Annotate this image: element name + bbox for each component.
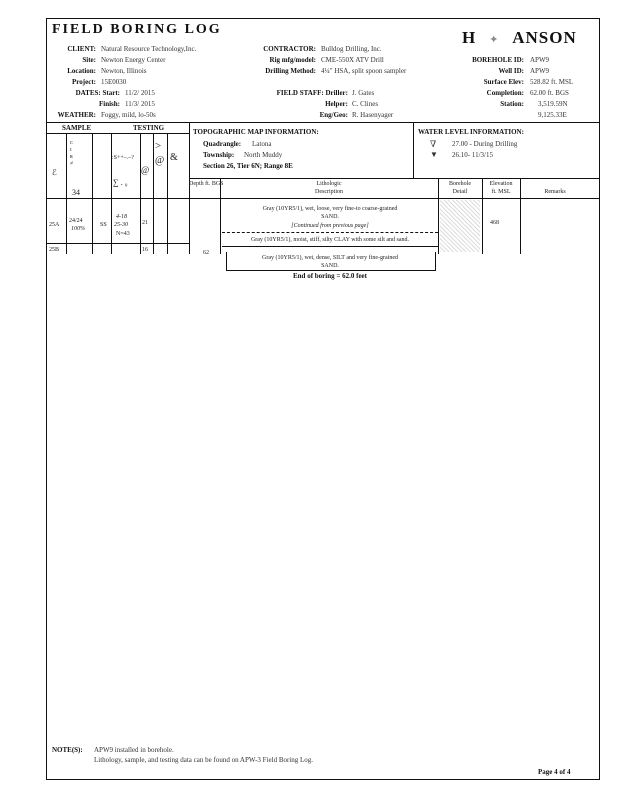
header-divider (46, 122, 600, 123)
dates-start-value: 11/2/ 2015 (125, 89, 155, 97)
water-symbol-1: ∇ (430, 139, 437, 149)
col-rule-6 (167, 133, 168, 254)
helper-value: C. Clines (352, 100, 379, 108)
contact-line-2 (222, 246, 438, 247)
description-header: Description (315, 189, 343, 195)
weather-value: Foggy, mild, lo-50s (101, 111, 156, 119)
township-value: North Muddy (244, 151, 283, 159)
quadrangle-label: Quadrangle: (203, 140, 242, 148)
contact-line-1 (222, 232, 438, 233)
surface-elev-label: Surface Elev: (483, 78, 524, 86)
row-1-pp: 21 (142, 220, 148, 226)
location-value: Newton, Illinois (101, 67, 147, 75)
client-label: CLIENT: (67, 45, 96, 53)
col-rule-2 (92, 133, 93, 254)
station-label: Station: (500, 100, 524, 108)
surface-elev-value: 528.82 ft. MSL (530, 78, 574, 86)
project-label: Project: (72, 78, 96, 86)
detail-header: Detail (452, 189, 468, 195)
site-label: Site: (82, 56, 96, 64)
col-rule-3 (111, 133, 112, 254)
water-left-rule (413, 122, 414, 178)
rig-label: Rig mfg/model: (269, 56, 316, 64)
end-of-boring: End of boring = 62.0 feet (293, 272, 367, 280)
borehole-header: Borehole (449, 181, 471, 187)
sample-num-header: ℰ (52, 168, 57, 177)
helper-label: Helper: (325, 100, 348, 108)
station-value: 3,519.59N (538, 100, 568, 108)
driller-label: FIELD STAFF: Driller: (276, 89, 348, 97)
qu-header: & (170, 152, 178, 163)
row-1-pct: 100% (71, 226, 85, 232)
litho-desc-1c: [Continued from previous page] (291, 223, 369, 229)
contractor-label: CONTRACTOR: (263, 45, 316, 53)
row-1-sample: 25A (49, 222, 60, 228)
litho-desc-1: Gray (10YR5/1), wet, loose, very fine-to coarse-grained (262, 206, 398, 212)
col-rule-7 (189, 178, 190, 254)
well-id-label: Well ID: (498, 67, 524, 75)
row-2-sample: 25B (49, 247, 60, 253)
column-header-bottom (46, 198, 600, 199)
blows-header-2: ∑ . ₀ (113, 178, 128, 187)
water-line-1: 27.00 - During Drilling (452, 140, 518, 148)
row-1-type: SS (100, 222, 107, 228)
client-value: Natural Resource Technology,Inc. (101, 45, 197, 53)
township-label: Township: (203, 151, 235, 159)
completion-value: 62.00 ft. BGS (530, 89, 569, 97)
water-symbol-2: ▼ (430, 150, 438, 159)
column-header-top (189, 178, 600, 179)
section-label: Section 26, Tier 6N; Range 8E (203, 162, 293, 170)
elev-468: 468 (490, 220, 499, 226)
location-label: Location: (67, 67, 96, 75)
notes-line-1: APW9 installed in borehole. (94, 746, 174, 754)
blows-header: :S++–.–? (112, 155, 134, 161)
quadrangle-value: Latona (252, 140, 272, 148)
dates-start-label: DATES: Start: (75, 89, 120, 97)
final-unit-box (226, 252, 436, 271)
pp-header: > (155, 140, 162, 152)
finish-value: 11/3/ 2015 (125, 100, 155, 108)
logo-right: ANSON (512, 28, 577, 47)
water-line-2: 26.10- 11/3/15 (452, 151, 493, 159)
elev-units-header: ft. MSL (491, 189, 511, 195)
litho-desc-2: Gray (10YR5/1), moist, stiff, silty CLAY with some silt and sand. (250, 237, 410, 243)
page-number: Page 4 of 4 (538, 768, 571, 776)
finish-label: Finish: (98, 100, 120, 108)
notes-line-2: Lithology, sample, and testing data can be found on APW-3 Field Boring Log. (94, 756, 314, 764)
litho-desc-3b: SAND. (321, 263, 339, 269)
method-value: 4¼" HSA, split spoon sampler (321, 67, 407, 75)
recovery-header: ᴄ ɪ ʀ ≠ (70, 140, 74, 167)
row-1-blows: 4-18 (116, 214, 127, 220)
moisture-header: @ (141, 165, 150, 175)
col-rule-1 (66, 133, 67, 254)
completion-label: Completion: (486, 89, 524, 97)
company-logo: H ✦ ANSON (462, 28, 577, 47)
borehole-id-label: BOREHOLE ID: (472, 56, 524, 64)
elevation-header: Elevation (489, 181, 513, 187)
remarks-header: Remarks (544, 189, 566, 195)
depth-header: Depth ft. BGS (189, 181, 224, 187)
water-title: WATER LEVEL INFORMATION: (418, 128, 524, 136)
driller-value: J. Gates (352, 89, 375, 97)
row-1-recovery: 24/24 (69, 218, 83, 224)
contractor-value: Bulldog Drilling, Inc. (321, 45, 382, 53)
project-value: 15E0030 (101, 78, 127, 86)
well-id-value: APW9 (530, 67, 550, 75)
depth-62: 62 (203, 250, 209, 256)
borehole-id-value: APW9 (530, 56, 550, 64)
eng-label: Eng/Geo: (319, 111, 348, 119)
weather-label: WEATHER: (57, 111, 96, 119)
borehole-detail-graphic (440, 200, 480, 252)
row-divider (46, 243, 189, 244)
pp-header-2: @ (155, 155, 165, 166)
logo-left: H (462, 28, 477, 47)
col-rule-5 (153, 133, 154, 254)
row-1-blows-2: 25-30 (114, 222, 128, 228)
sample-section-title: SAMPLE (62, 124, 92, 132)
litho-desc-3: Gray (10YR5/1), wet, dense, SILT and very fine-grained (262, 255, 398, 261)
row-2-pp: 16 (142, 247, 148, 253)
rig-value: CME-550X ATV Drill (321, 56, 384, 64)
station-value-2: 9,125.33E (538, 111, 567, 119)
method-label: Drilling Method: (265, 67, 316, 75)
notes-label: NOTE(S): (52, 746, 83, 754)
col-rule-4 (140, 133, 141, 254)
site-value: Newton Energy Center (101, 56, 166, 64)
testing-section-title: TESTING (133, 124, 165, 132)
page-title: FIELD BORING LOG (52, 22, 222, 37)
eng-value: R. Hasenyager (352, 111, 394, 119)
sample-count: 34 (72, 188, 80, 197)
topo-title: TOPOGRAPHIC MAP INFORMATION: (193, 128, 319, 136)
row-1-n-value: N=43 (116, 231, 130, 237)
litho-desc-1b: SAND. (321, 214, 339, 220)
lithologic-header: Lithologic (316, 181, 342, 187)
